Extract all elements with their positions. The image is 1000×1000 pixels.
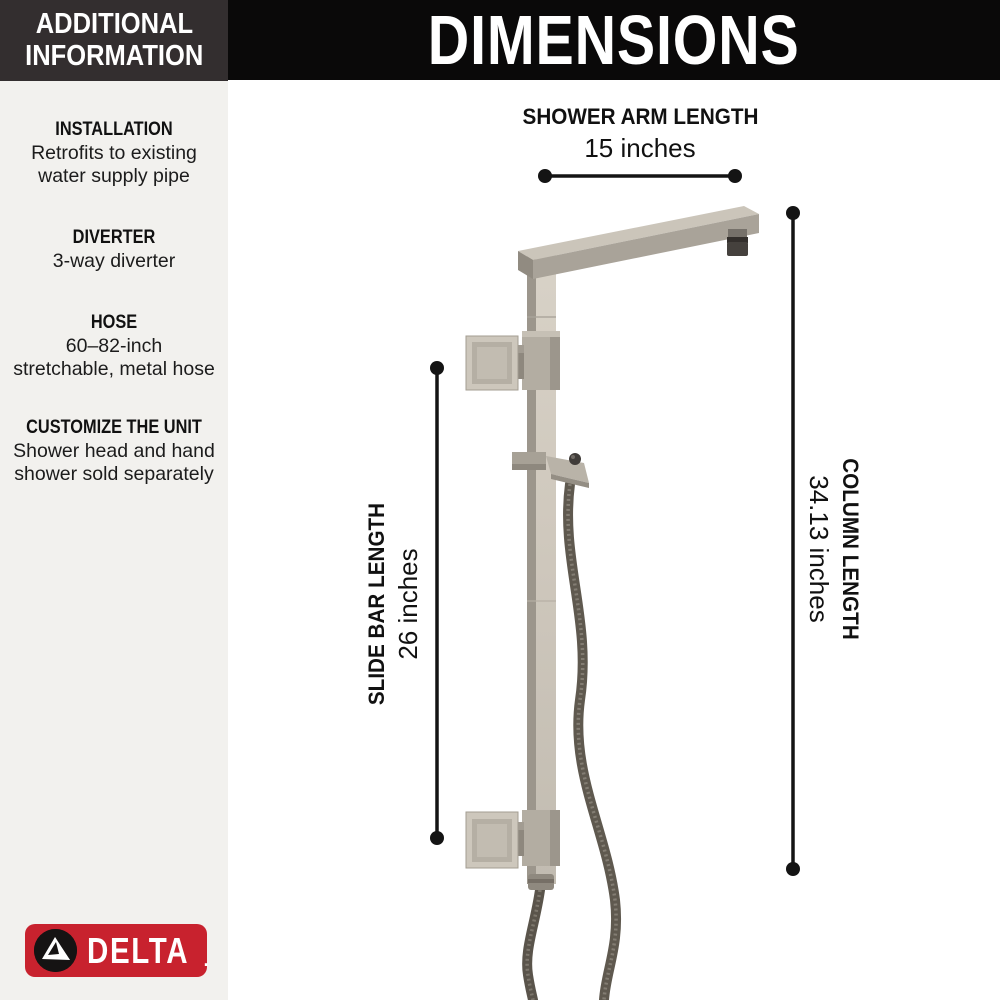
- dim-label-shower-arm: [440, 104, 840, 164]
- column-tube: [527, 252, 556, 884]
- supply-hose: [527, 890, 540, 1000]
- section-body: 60–82-inch stretchable, metal hose: [13, 335, 215, 380]
- delta-wordmark: DELTA: [87, 929, 190, 971]
- section-body: 3-way diverter: [52, 250, 176, 272]
- dim-label-slide-bar: [364, 496, 424, 711]
- dim-name: COLUMN LENGTH: [838, 458, 864, 640]
- delta-reg-mark: .: [203, 950, 209, 970]
- section-body: Shower head and hand shower sold separately: [13, 440, 215, 485]
- upper-wall-bracket: [466, 331, 560, 390]
- section-body: Retrofits to existing water supply pipe: [31, 142, 197, 187]
- lower-wall-bracket: [466, 810, 560, 890]
- section-hose: [0, 311, 228, 380]
- section-installation: [0, 118, 228, 187]
- section-heading: DIVERTER: [72, 227, 156, 248]
- additional-info-box: [0, 0, 228, 81]
- page-title: DIMENSIONS: [428, 1, 800, 79]
- section-customize: [0, 416, 228, 485]
- dimensions-banner: [228, 0, 1000, 80]
- info-box-line1: ADDITIONAL: [35, 8, 193, 41]
- dim-value: 15 inches: [584, 133, 696, 164]
- dim-label-column: [803, 452, 863, 645]
- section-diverter: [0, 226, 228, 273]
- section-heading: INSTALLATION: [55, 119, 173, 140]
- dim-name: SLIDE BAR LENGTH: [363, 502, 389, 706]
- section-heading: HOSE: [90, 312, 138, 333]
- sidebar: [0, 81, 228, 1000]
- dim-value: 26 inches: [393, 548, 424, 660]
- dim-value: 34.13 inches: [803, 475, 834, 623]
- dimension-lines: [430, 169, 800, 876]
- section-heading: CUSTOMIZE THE UNIT: [26, 417, 202, 438]
- info-box-line2: INFORMATION: [24, 39, 204, 72]
- slide-holder: [512, 452, 589, 488]
- delta-logo: [25, 924, 207, 977]
- hand-shower-hose: [568, 484, 616, 1000]
- dim-name: SHOWER ARM LENGTH: [522, 104, 758, 129]
- shower-arm: [518, 206, 759, 279]
- delta-triangle-icon: [34, 929, 77, 972]
